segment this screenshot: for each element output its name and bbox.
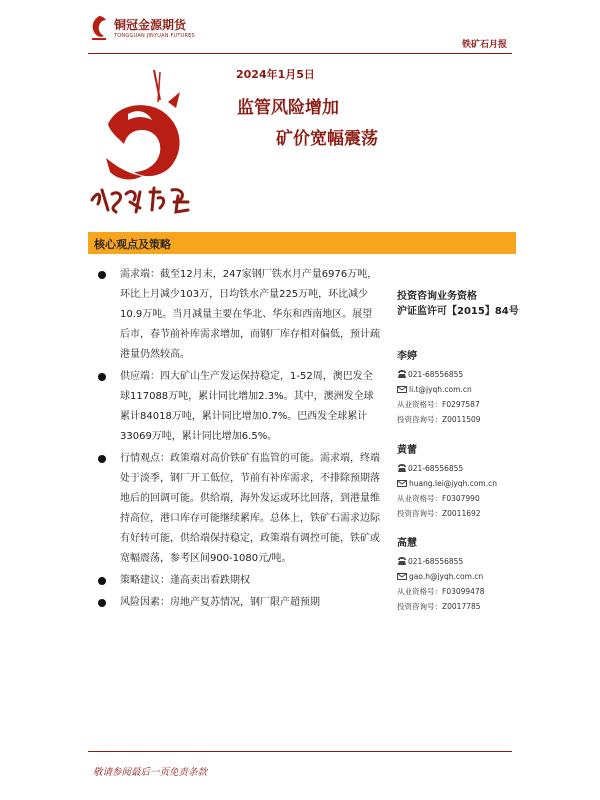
company-name-en: TONGGUAN JINYUAN FUTURES [114,33,195,39]
analyst-card [397,349,527,427]
qualification-license: 沪证监许可【2015】84号 [397,306,519,317]
section-title: 核心观点及策略 [94,238,171,251]
key-points-list [98,265,380,615]
bullet-text: 行情观点：政策端对高价铁矿有监管的可能。需求端，终端处于淡季，钢厂开工低位，节前有补库需求，不排除预期落地后的回调可能。供给端，海外发运或环比回落，到港量维持高位，港口库存可能继续累库。总体上，铁矿石需求边际有好转可能，供给端保持稳定，政策端有调控可能，铁矿或宽幅震荡，参考区间900-1080元/吨。 [120,453,380,564]
analyst-card [397,443,527,521]
bullet-text: 供应端：四大矿山生产发运保持稳定，1-52周，澳巴发全球117088万吨，累计同比增加2.3%。其中，澳洲发全球累计84018万吨，累计同比增加0.7%。巴西发全球累计33069万吨，累计同比增加6.5%。 [120,371,374,442]
company-emblem-icon [88,14,110,42]
analyst-name: 高慧 [397,538,417,549]
list-item [98,593,380,613]
bullet-icon [98,455,106,463]
analyst-practice-no: 从业资格号：F03099478 [397,587,485,596]
analyst-name: 黄蕾 [397,445,417,456]
phone-icon [397,370,407,378]
footer-disclaimer-link[interactable]: 敬请参阅最后一页免责条款 [93,767,208,778]
report-title-line2: 矿价宽幅震荡 [276,129,378,149]
analyst-email[interactable]: li.t@jyqh.com.cn [397,382,527,397]
bullet-text: 策略建议：逢高卖出看跌期权 [120,575,250,586]
analyst-consult-no: 投资咨询号：Z0017785 [397,602,481,611]
analyst-sidebar [397,289,527,611]
list-item [98,449,380,569]
bullet-text: 风险因素：房地产复苏情况，钢厂限产超预期 [120,597,320,608]
email-icon [397,480,407,487]
list-item [98,265,380,365]
footer-divider [88,751,512,752]
analyst-email[interactable]: huang.lei@jyqh.com.cn [397,476,527,491]
analyst-card [397,536,527,614]
analyst-phone: 021-68556855 [397,554,527,569]
brand-emblem-illustration [88,62,203,217]
email-icon [397,386,407,393]
list-item [98,571,380,591]
analyst-practice-no: 从业资格号：F0297587 [397,400,480,409]
report-title-line1: 监管风险增加 [237,98,339,118]
bullet-icon [98,373,106,381]
analyst-email[interactable]: gao.h@jyqh.com.cn [397,569,527,584]
bullet-icon [98,577,106,585]
header-divider [88,53,512,54]
bullet-icon [98,271,106,279]
company-logo [88,14,208,48]
qualification-title: 投资咨询业务资格 [397,291,477,302]
analyst-practice-no: 从业资格号：F0307990 [397,494,480,503]
company-name-cn: 铜冠金源期货 [114,18,187,32]
section-header-bar [88,232,516,254]
analyst-consult-no: 投资咨询号：Z0011692 [397,509,481,518]
phone-icon [397,557,407,565]
report-type-label: 铁矿石月报 [461,40,507,50]
analyst-name: 李婷 [397,351,417,362]
report-date: 2024年1月5日 [236,68,315,81]
email-icon [397,573,407,580]
analyst-consult-no: 投资咨询号：Z0011509 [397,415,481,424]
bullet-text: 需求端：截至12月末，247家钢厂铁水月产量6976万吨，环比上月减少103万，日均铁水产量225万吨，环比减少10.9万吨。当月减量主要在华北、华东和西南地区。展望后市，春节前补库需求增加，而钢厂库存相对偏低，预计疏港量仍然较高。 [120,269,380,360]
list-item [98,367,380,447]
phone-icon [397,464,407,472]
bullet-icon [98,599,106,607]
analyst-phone: 021-68556855 [397,461,527,476]
analyst-phone: 021-68556855 [397,367,527,382]
